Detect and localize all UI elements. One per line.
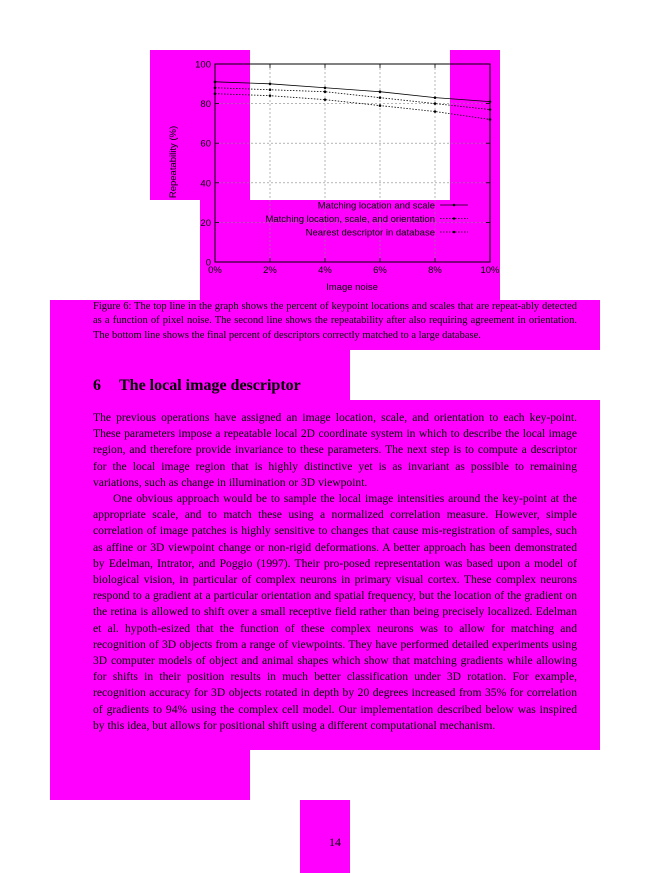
x-tick-label: 0%: [208, 265, 222, 276]
series-line: [215, 94, 490, 120]
data-point: [324, 98, 327, 101]
legend: [265, 201, 468, 239]
figure-caption: Figure 6: The top line in the graph shows the percent of keypoint locations and scales that are repeat-ably detected as a function of pixel noise. The second line shows the repeatability after also requiring agreement in orientation. The bottom line shows the final percent of descriptors correctly matched to a large database.: [93, 301, 577, 341]
data-point: [434, 96, 437, 99]
x-tick-label: 8%: [428, 265, 442, 276]
paragraph: The previous operations have assigned an image location, scale, and orientation to each key-point. These parameters impose a repeatable local 2D coordinate system in which to describe the local image region, and therefore provide invariance to these parameters. The next step is to compute a descriptor for the local image region that is highly distinctive yet is as invariant as possible to remaining variations, such as change in illumination or 3D viewpoint.: [93, 411, 577, 489]
data-point: [214, 81, 217, 84]
highlight-block: [50, 750, 250, 800]
body-text: [93, 410, 577, 734]
section-title: The local image descriptor: [119, 377, 301, 394]
section-heading: [93, 377, 301, 395]
x-tick-label: 10%: [480, 265, 500, 276]
data-point: [434, 102, 437, 105]
legend-marker: [453, 204, 456, 207]
data-point: [489, 100, 492, 103]
y-tick-label: 60: [200, 138, 211, 150]
y-tick-label: 80: [200, 99, 211, 111]
data-point: [489, 108, 492, 111]
data-point: [269, 88, 272, 91]
series-line: [215, 82, 490, 102]
legend-marker: [453, 217, 456, 220]
legend-label: Matching location, scale, and orientation: [265, 214, 435, 225]
data-point: [214, 92, 217, 95]
y-tick-label: 0: [205, 257, 211, 269]
y-tick-label: 20: [200, 217, 211, 229]
x-tick-label: 2%: [263, 265, 277, 276]
data-point: [379, 90, 382, 93]
x-axis-label: Image noise: [326, 282, 378, 293]
data-point: [434, 110, 437, 113]
repeatability-chart: [0, 0, 670, 300]
legend-label: Matching location and scale: [317, 200, 435, 212]
section-number: 6: [93, 377, 101, 394]
data-point: [379, 96, 382, 99]
data-point: [269, 94, 272, 97]
y-tick-label: 40: [200, 178, 211, 190]
data-point: [489, 118, 492, 121]
data-point: [379, 104, 382, 107]
data-point: [269, 83, 272, 86]
axis-ticks: [195, 60, 500, 277]
x-tick-label: 6%: [373, 265, 387, 276]
page-number: 14: [329, 835, 341, 849]
series-group: [214, 81, 492, 121]
x-tick-label: 4%: [318, 265, 332, 276]
y-tick-label: 100: [195, 59, 211, 71]
data-point: [324, 90, 327, 93]
data-point: [214, 86, 217, 89]
legend-label: Nearest descriptor in database: [305, 227, 435, 239]
data-point: [324, 86, 327, 89]
y-axis-label: Repeatability (%): [168, 125, 179, 199]
paragraph: One obvious approach would be to sample the local image intensities around the key-point at the appropriate scale, and to match these using a normalized correlation measure. However, simple correlation of image patches is highly sensitive to changes that cause mis-registration of samples, such as affine or 3D viewpoint change or non-rigid deformations. A better approach has been demonstrated by Edelman, Intrator, and Poggio (1997). Their pro-posed representation was based upon a model of biological vision, in particular of complex neurons in primary visual cortex. These complex neurons respond to a gradient at a particular orientation and spatial frequency, but the location of the gradient on the retina is allowed to shift over a small receptive field rather than being precisely localized. Edelman et al. hypoth-esized that the function of these complex neurons was to allow for matching and recognition of 3D objects from a range of viewpoints. They have performed detailed experiments using 3D computer models of object and animal shapes which show that matching gradients while allowing for shifts in their position results in much better classification under 3D rotation. For example, recognition accuracy for 3D objects rotated in depth by 20 degrees increased from 35% for correlation of gradients to 94% using the complex cell model. Our implementation described below was inspired by this idea, but allows for positional shift using a different computational mechanism.: [93, 492, 577, 732]
legend-marker: [453, 231, 456, 234]
